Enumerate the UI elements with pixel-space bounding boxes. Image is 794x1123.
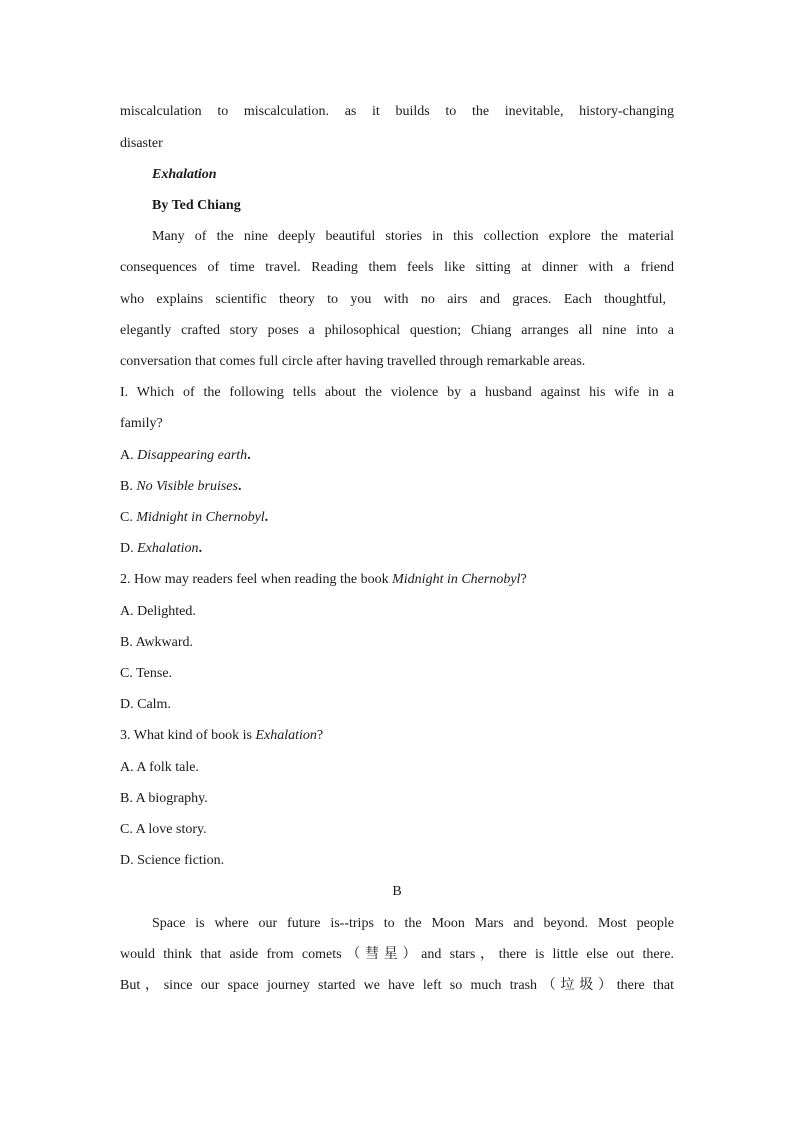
question-2-option: B. Awkward. (120, 635, 193, 650)
question-3-option: D. Science fiction. (120, 853, 225, 868)
question-1-stem: I. Which of the following tells about the violence by a husband against his wife in a (120, 385, 674, 400)
question-1-option: B. No Visible bruises. (120, 479, 242, 494)
passage-a-tail-line: miscalculation to miscalculation. as it builds to the inevitable, history-changing (120, 104, 674, 119)
question-2-option: A. Delighted. (120, 604, 196, 619)
section-b-line: But，since our space journey started we have left so much trash（垃圾）there that (120, 978, 674, 993)
question-3-option: B. A biography. (120, 791, 208, 806)
book-description-line: Many of the nine deeply beautiful stories in this collection explore the material (152, 229, 674, 244)
question-2-stem: 2. How may readers feel when reading the book Midnight in Chernobyl? (120, 572, 527, 587)
question-1-stem: family? (120, 416, 163, 431)
book-description-line: elegantly crafted story poses a philosophical question; Chiang arranges all nine into a (120, 323, 674, 338)
section-b-line: would think that aside from comets（彗星）and stars，there is little else out there. (120, 947, 674, 962)
book-description-line: who explains scientific theory to you with no airs and graces. Each thoughtful, (120, 292, 666, 307)
section-heading: B (392, 884, 402, 899)
book-author: By Ted Chiang (152, 198, 241, 213)
question-1-option: A. Disappearing earth. (120, 448, 251, 463)
section-b-line: Space is where our future is--trips to the Moon Mars and beyond. Most people (152, 916, 674, 931)
question-3-option: A. A folk tale. (120, 760, 199, 775)
book-description-line: consequences of time travel. Reading them feels like sitting at dinner with a friend (120, 260, 674, 275)
book-title: Exhalation (152, 167, 217, 182)
question-2-option: D. Calm. (120, 697, 171, 712)
question-3-option: C. A love story. (120, 822, 207, 837)
passage-a-tail-line: disaster (120, 136, 163, 151)
question-3-stem: 3. What kind of book is Exhalation? (120, 728, 324, 743)
question-2-option: C. Tense. (120, 666, 173, 681)
book-description-line: conversation that comes full circle after having travelled through remarkable areas. (120, 354, 586, 369)
question-1-option: D. Exhalation. (120, 541, 203, 556)
question-1-option: C. Midnight in Chernobyl. (120, 510, 269, 525)
